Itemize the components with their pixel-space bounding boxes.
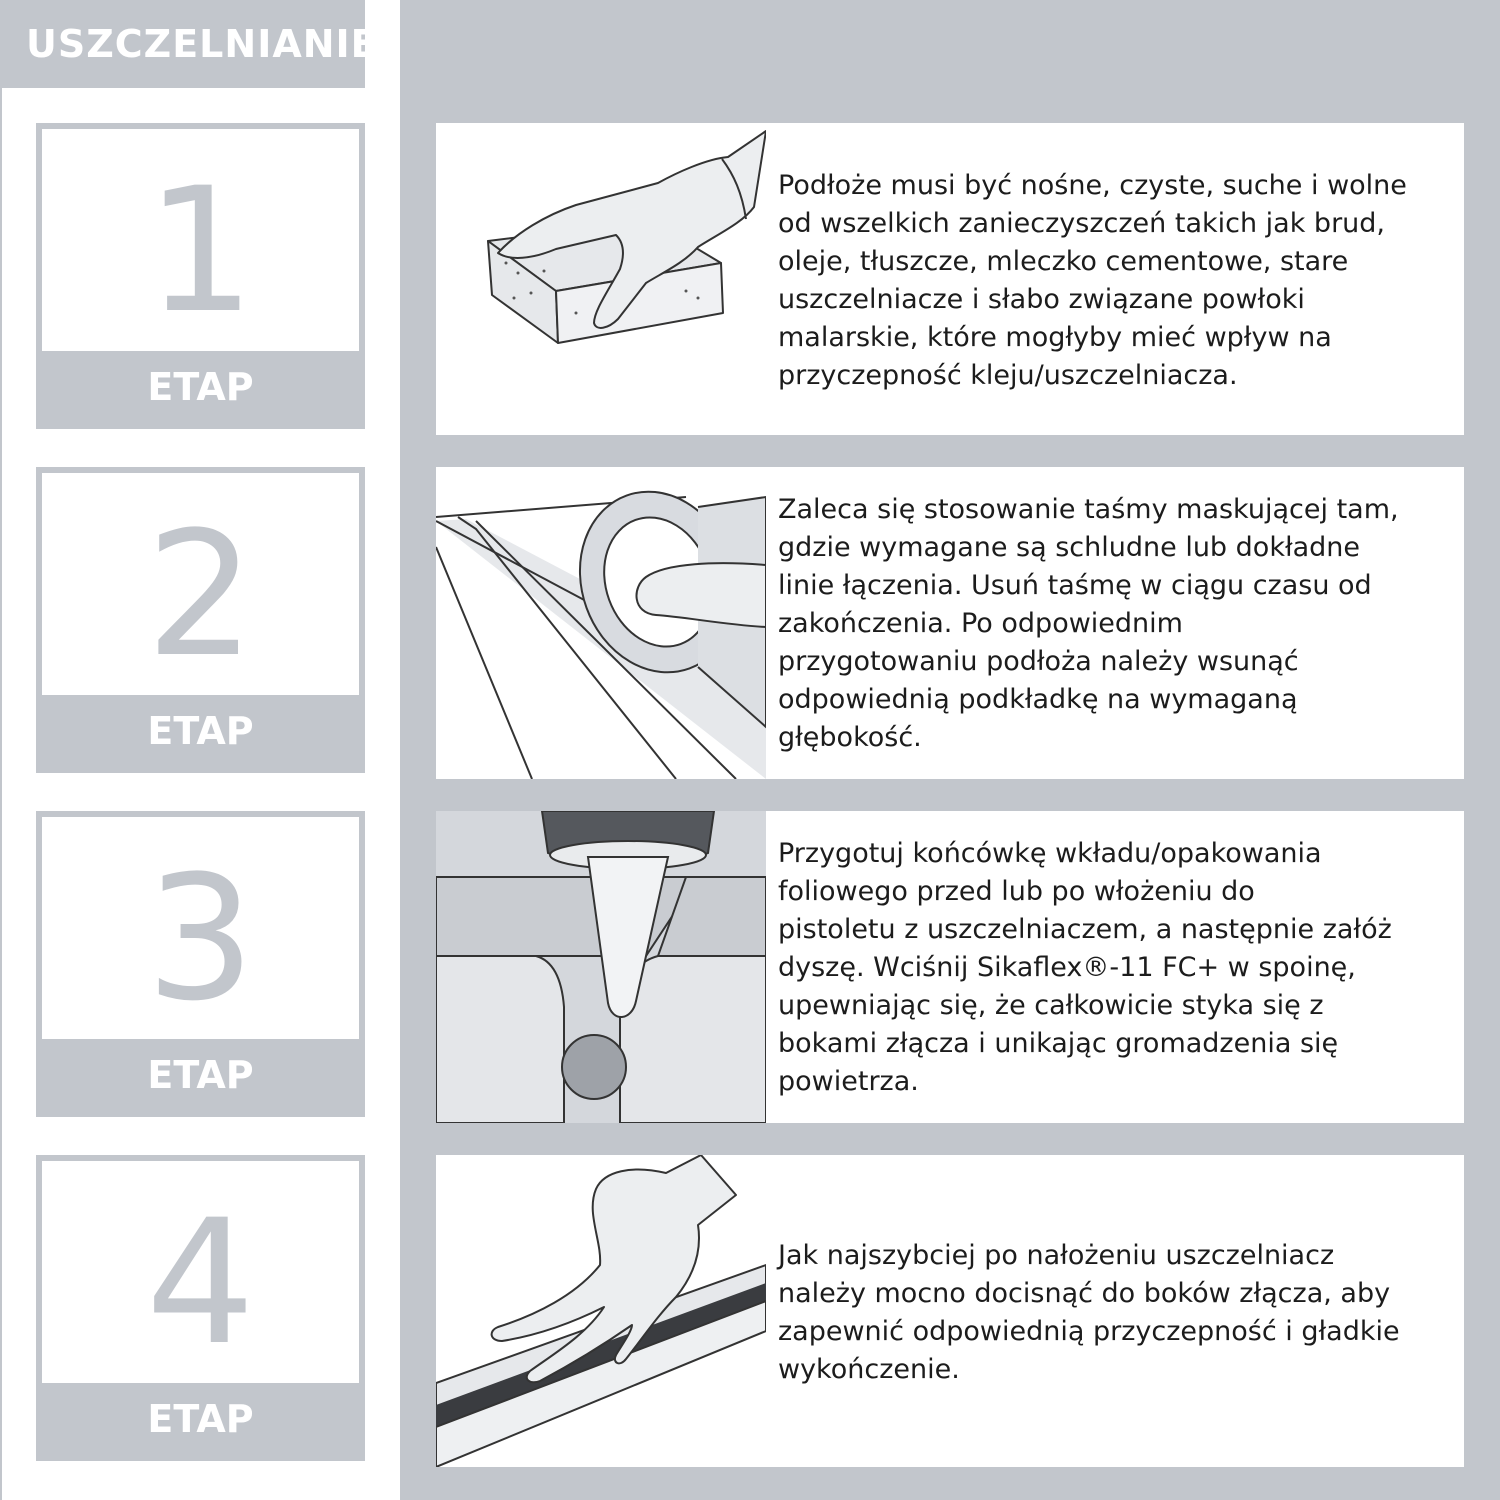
step-card-1 [436, 123, 1464, 435]
step-label: ETAP [42, 695, 359, 767]
step-badge-2 [36, 467, 365, 773]
step-card-4 [436, 1155, 1464, 1467]
step-label: ETAP [42, 351, 359, 423]
left-divider [0, 0, 2, 1500]
glove-on-brick-illustration [436, 123, 766, 435]
step-description: Jak najszybciej po nałożeniu uszczelniacz należy mocno docisnąć do boków złącza, aby zapewnić odpowiednią przyczepność i gładkie wykończenie. [778, 1240, 1400, 1385]
masking-tape-illustration [436, 467, 766, 779]
step-number: 3 [145, 838, 256, 1039]
step-label: ETAP [42, 1039, 359, 1111]
step-badge-1 [36, 123, 365, 429]
step-card-2 [436, 467, 1464, 779]
step-number: 2 [145, 494, 256, 695]
cartridge-nozzle-illustration [436, 811, 766, 1123]
step-badge-4 [36, 1155, 365, 1461]
step-badge-3 [36, 811, 365, 1117]
glove-tooling-illustration [436, 1155, 766, 1467]
section-title: USZCZELNIANIE [0, 0, 365, 88]
step-number: 4 [145, 1182, 256, 1383]
step-card-3 [436, 811, 1464, 1123]
step-description: Zaleca się stosowanie taśmy maskującej tam, gdzie wymagane są schludne lub dokładne linie łączenia. Usuń taśmę w ciągu czasu od zakończenia. Po odpowiednim przygotowaniu podłoża należy wsunąć odpowiednią podkładkę na wymaganą głębokość. [778, 494, 1399, 753]
step-label: ETAP [42, 1383, 359, 1455]
step-number: 1 [145, 150, 256, 351]
step-description: Przygotuj końcówkę wkładu/opakowania foliowego przed lub po włożeniu do pistoletu z uszczelniaczem, a następnie załóż dyszę. Wciśnij Sikaflex®-11 FC+ w spoinę, upewniając się, że całkowicie styka się z bokami złącza i unikając gromadzenia się powietrza. [778, 838, 1392, 1097]
step-description: Podłoże musi być nośne, czyste, suche i wolne od wszelkich zanieczyszczeń takich jak brud, oleje, tłuszcze, mleczko cementowe, stare uszczelniacze i słabo związane powłoki malarskie, które mogłyby mieć wpływ na przyczepność kleju/uszczelniacza. [778, 170, 1407, 391]
